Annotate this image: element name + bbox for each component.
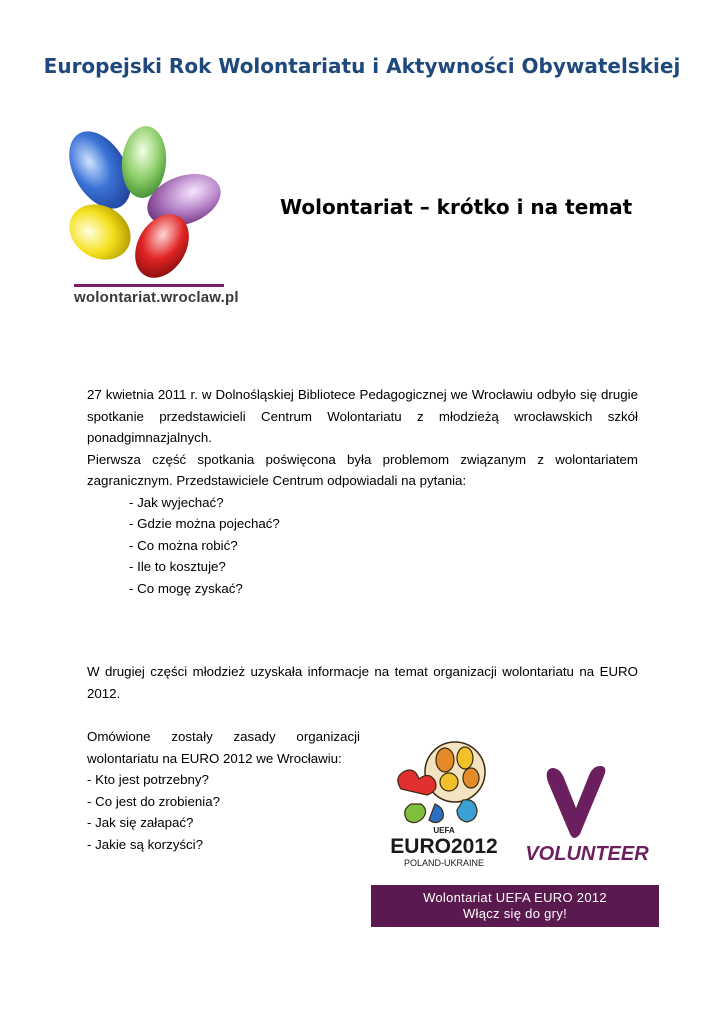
list-item: - Co mogę zyskać? (129, 580, 243, 596)
list-item: - Gdzie można pojechać? (129, 516, 280, 531)
list-item: - Jak wyjechać? (129, 494, 224, 510)
document-subtitle: Wolontariat – krótko i na temat (280, 195, 633, 219)
volunteer-logo (512, 760, 662, 870)
volunteer-banner (371, 885, 659, 927)
list-item: - Co jest do zrobienia? (87, 793, 221, 809)
uefa-label: UEFA (433, 826, 455, 835)
logo-underline (74, 284, 224, 287)
euro2012-wordmark: EURO2012 (390, 835, 498, 858)
rules-line-2: wolontariatu na EURO 2012 we Wrocławiu: (87, 750, 342, 766)
logo-caption: wolontariat.wroclaw.pl (74, 289, 239, 306)
banner-line-1: Wolontariat UEFA EURO 2012 (423, 890, 607, 905)
abroad-paragraph: Pierwsza część spotkania poświęcona była problemom związanym z wolontariatem zagranicznym. Przedstawiciele Centrum odpowiadali na pytania: (87, 451, 638, 488)
petal-yellow (60, 193, 141, 270)
list-item: - Co można robić? (129, 537, 238, 553)
rules-section (87, 726, 360, 855)
intro-section (87, 384, 638, 599)
banner-line-2: Włącz się do gry! (462, 906, 568, 921)
poland-ukraine-label: POLAND-UKRAINE (403, 858, 485, 868)
euro2012-logo (383, 734, 505, 876)
rules-line-1: Omówione zostały zasady organizacji (87, 729, 360, 744)
questions-list (87, 492, 638, 600)
intro-paragraph: 27 kwietnia 2011 r. w Dolnośląskiej Bibliotece Pedagogicznej we Wrocławiu odbyło się drugie spotkanie przedstawicieli Centrum Wolontariatu z młodzieżą wrocławskich szkół ponadgimnazjalnych. (87, 387, 638, 445)
volunteer-wordmark: VOLUNTEER (525, 843, 649, 865)
list-item: - Jakie są korzyści? (87, 836, 204, 852)
list-item: - Kto jest potrzebny? (87, 772, 209, 787)
list-item: - Ile to kosztuje? (129, 559, 226, 574)
second-part-paragraph: W drugiej części młodzież uzyskała informacje na temat organizacji wolontariatu na EURO 2012. (87, 664, 638, 701)
list-item: - Jak się załapać? (87, 815, 194, 830)
page-heading: Europejski Rok Wolontariatu i Aktywności Obywatelskiej (43, 54, 681, 78)
